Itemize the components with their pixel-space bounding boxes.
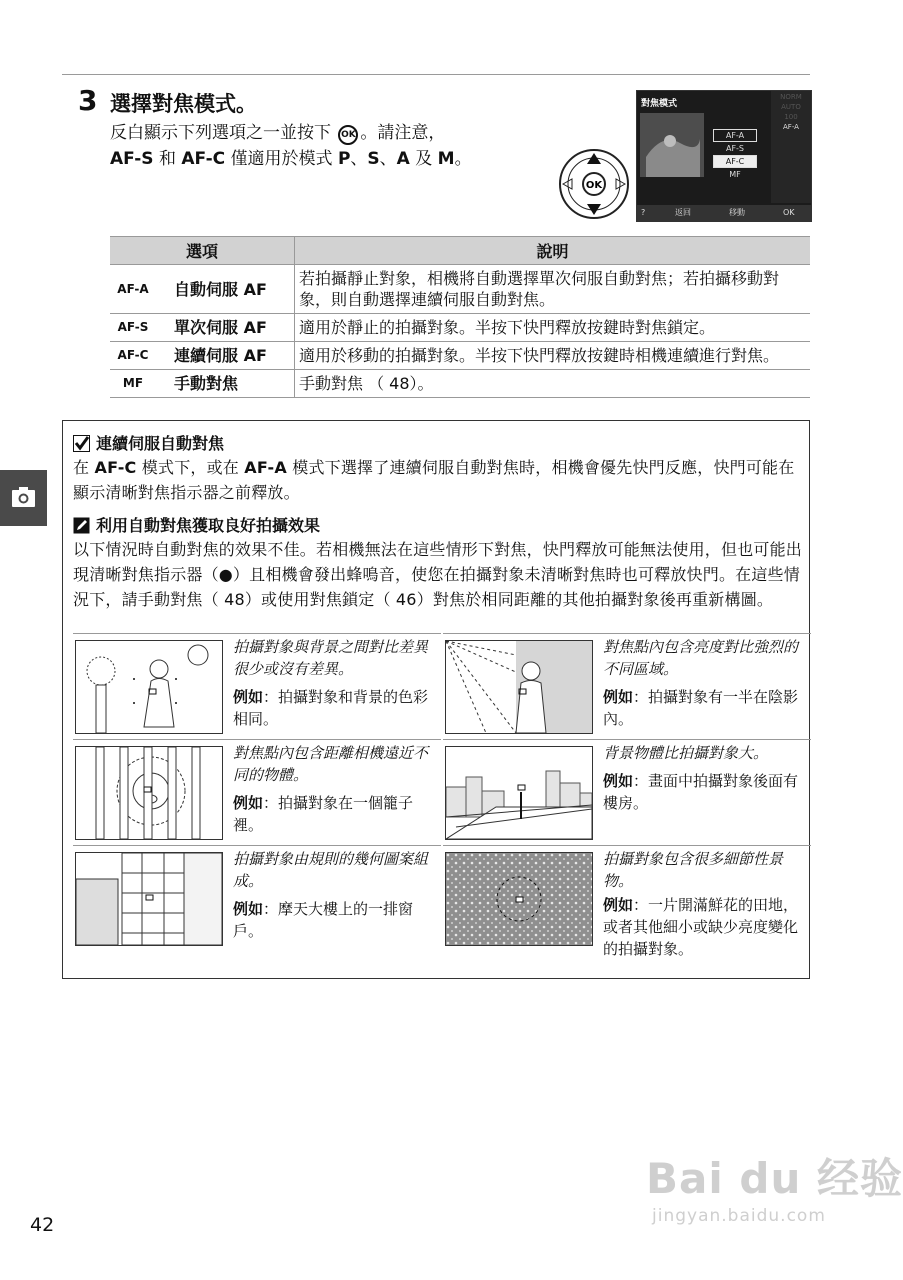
option-description: 若拍攝靜止對象，相機將自動選擇單次伺服自動對焦；若拍攝移動對象，則自動選擇連續伺服自動對焦。 — [295, 265, 811, 314]
svg-text:OK: OK — [585, 180, 603, 191]
step-instruction-line2: AF-S 和 AF-C 僅適用於模式 P、S、A 及 M。 — [110, 149, 472, 169]
pencil-note-icon — [73, 517, 90, 534]
screen-help-bar — [637, 205, 811, 221]
example-text: 例如：一片開滿鮮花的田地，或者其他細小或缺少亮度變化的拍攝對象。 — [603, 896, 799, 958]
example-low-contrast — [73, 633, 441, 740]
table-header-description: 說明 — [295, 237, 811, 265]
screen-side-panel — [771, 91, 811, 203]
option-code: AF-S — [110, 314, 160, 342]
screen-sample-photo — [640, 113, 704, 177]
notes-box — [62, 420, 810, 979]
page-number: 42 — [30, 1214, 55, 1236]
shooting-chapter-tab — [0, 470, 47, 526]
illustration-flower-field — [445, 852, 593, 946]
illustration-brightness-contrast — [445, 640, 593, 734]
example-text: 例如：摩天大樓上的一排窗戶。 — [233, 900, 414, 940]
example-caption: 拍攝對象包含很多細節性景物。 — [603, 850, 784, 890]
table-row — [110, 342, 810, 370]
move-hint: 移動 — [729, 208, 745, 217]
menu-item-mf[interactable]: MF — [729, 170, 741, 179]
camera-menu-screen — [636, 90, 812, 222]
ok-hint: OK — [783, 208, 795, 217]
note-continuous-af-body: 在 AF-C 模式下，或在 AF-A 模式下選擇了連續伺服自動對焦時，相機會優先快門反應，快門可能在顯示清晰對焦指示器之前釋放。 — [73, 458, 795, 502]
ok-button-icon: OK — [338, 125, 358, 145]
side-item: NORM — [780, 93, 802, 101]
step-instruction-line1: 反白顯示下列選項之一並按下 OK 。請注意， — [110, 123, 446, 143]
menu-item-af-a[interactable]: AF-A — [713, 129, 757, 142]
menu-item-af-s[interactable]: AF-S — [725, 144, 745, 153]
illustration-low-contrast — [75, 640, 223, 734]
top-rule — [62, 74, 810, 75]
example-text: 例如：拍攝對象在一個籠子裡。 — [233, 794, 414, 834]
example-text: 例如：畫面中拍攝對象後面有樓房。 — [603, 772, 799, 812]
option-description: 手動對焦 （ 48）。 — [295, 370, 811, 398]
example-geometric — [73, 845, 441, 952]
note-good-results-heading: 利用自動對焦獲取良好拍攝效果 — [73, 513, 320, 536]
example-text: 例如：拍攝對象有一半在陰影內。 — [603, 688, 799, 728]
step-title: 選擇對焦模式。 — [110, 92, 257, 116]
option-name: 連續伺服 AF — [160, 342, 295, 370]
option-code: MF — [110, 370, 160, 398]
side-item: 100 — [784, 113, 798, 121]
example-large-background — [443, 739, 811, 846]
screen-title: 對焦模式 — [641, 99, 678, 109]
table-header-row — [110, 237, 810, 265]
multi-selector-dial-icon — [558, 148, 630, 220]
table-header-option: 選項 — [110, 237, 295, 265]
side-item: AUTO — [781, 103, 801, 111]
camera-icon — [11, 486, 36, 508]
table-row — [110, 314, 810, 342]
focus-mode-options-table — [110, 236, 810, 398]
option-description: 適用於移動的拍攝對象。半按下快門釋放按鍵時相機連續進行對焦。 — [295, 342, 811, 370]
watermark-logo: Bai du 经验 — [646, 1154, 903, 1203]
table-row — [110, 265, 810, 314]
option-description: 適用於靜止的拍攝對象。半按下快門釋放按鍵時對焦鎖定。 — [295, 314, 811, 342]
note-continuous-af-heading: 連續伺服自動對焦 — [73, 431, 224, 454]
example-cage — [73, 739, 441, 846]
table-row — [110, 370, 810, 398]
watermark-url: jingyan.baidu.com — [652, 1206, 826, 1226]
note-good-results-body: 以下情況時自動對焦的效果不佳。若相機無法在這些情形下對焦，快門釋放可能無法使用，但也可能出現清晰對焦指示器（●）且相機會發出蜂鳴音，使您在拍攝對象未清晰對焦時也可釋放快門。在這些情況下，請手動對焦（ 48）或使用對焦鎖定（ 46）對焦於相同距離的其他拍攝對象後再重新構圖。 — [73, 540, 803, 609]
example-caption: 拍攝對象由規則的幾何圖案組成。 — [233, 850, 429, 890]
example-fine-detail — [443, 845, 811, 958]
focus-mode-menu — [713, 129, 757, 181]
checkmark-note-icon — [73, 435, 90, 452]
back-hint: 返回 — [675, 208, 691, 217]
option-name: 手動對焦 — [160, 370, 295, 398]
baidu-watermark — [646, 1146, 903, 1226]
option-code: AF-C — [110, 342, 160, 370]
example-caption: 對焦點內包含距離相機遠近不同的物體。 — [233, 744, 429, 784]
example-caption: 拍攝對象與背景之間對比差異很少或沒有差異。 — [233, 638, 429, 678]
example-text: 例如：拍攝對象和背景的色彩相同。 — [233, 688, 429, 728]
option-name: 單次伺服 AF — [160, 314, 295, 342]
illustration-buildings — [445, 746, 593, 840]
example-caption: 對焦點內包含亮度對比強烈的不同區域。 — [603, 638, 799, 678]
menu-item-af-c[interactable]: AF-C — [713, 155, 757, 168]
option-name: 自動伺服 AF — [160, 265, 295, 314]
help-icon: ? — [641, 208, 646, 217]
option-code: AF-A — [110, 265, 160, 314]
side-item: AF-A — [783, 123, 799, 131]
illustration-windows — [75, 852, 223, 946]
illustration-cage — [75, 746, 223, 840]
example-brightness-contrast — [443, 633, 811, 740]
example-caption: 背景物體比拍攝對象大。 — [603, 744, 769, 762]
step-number: 3 — [78, 84, 98, 117]
